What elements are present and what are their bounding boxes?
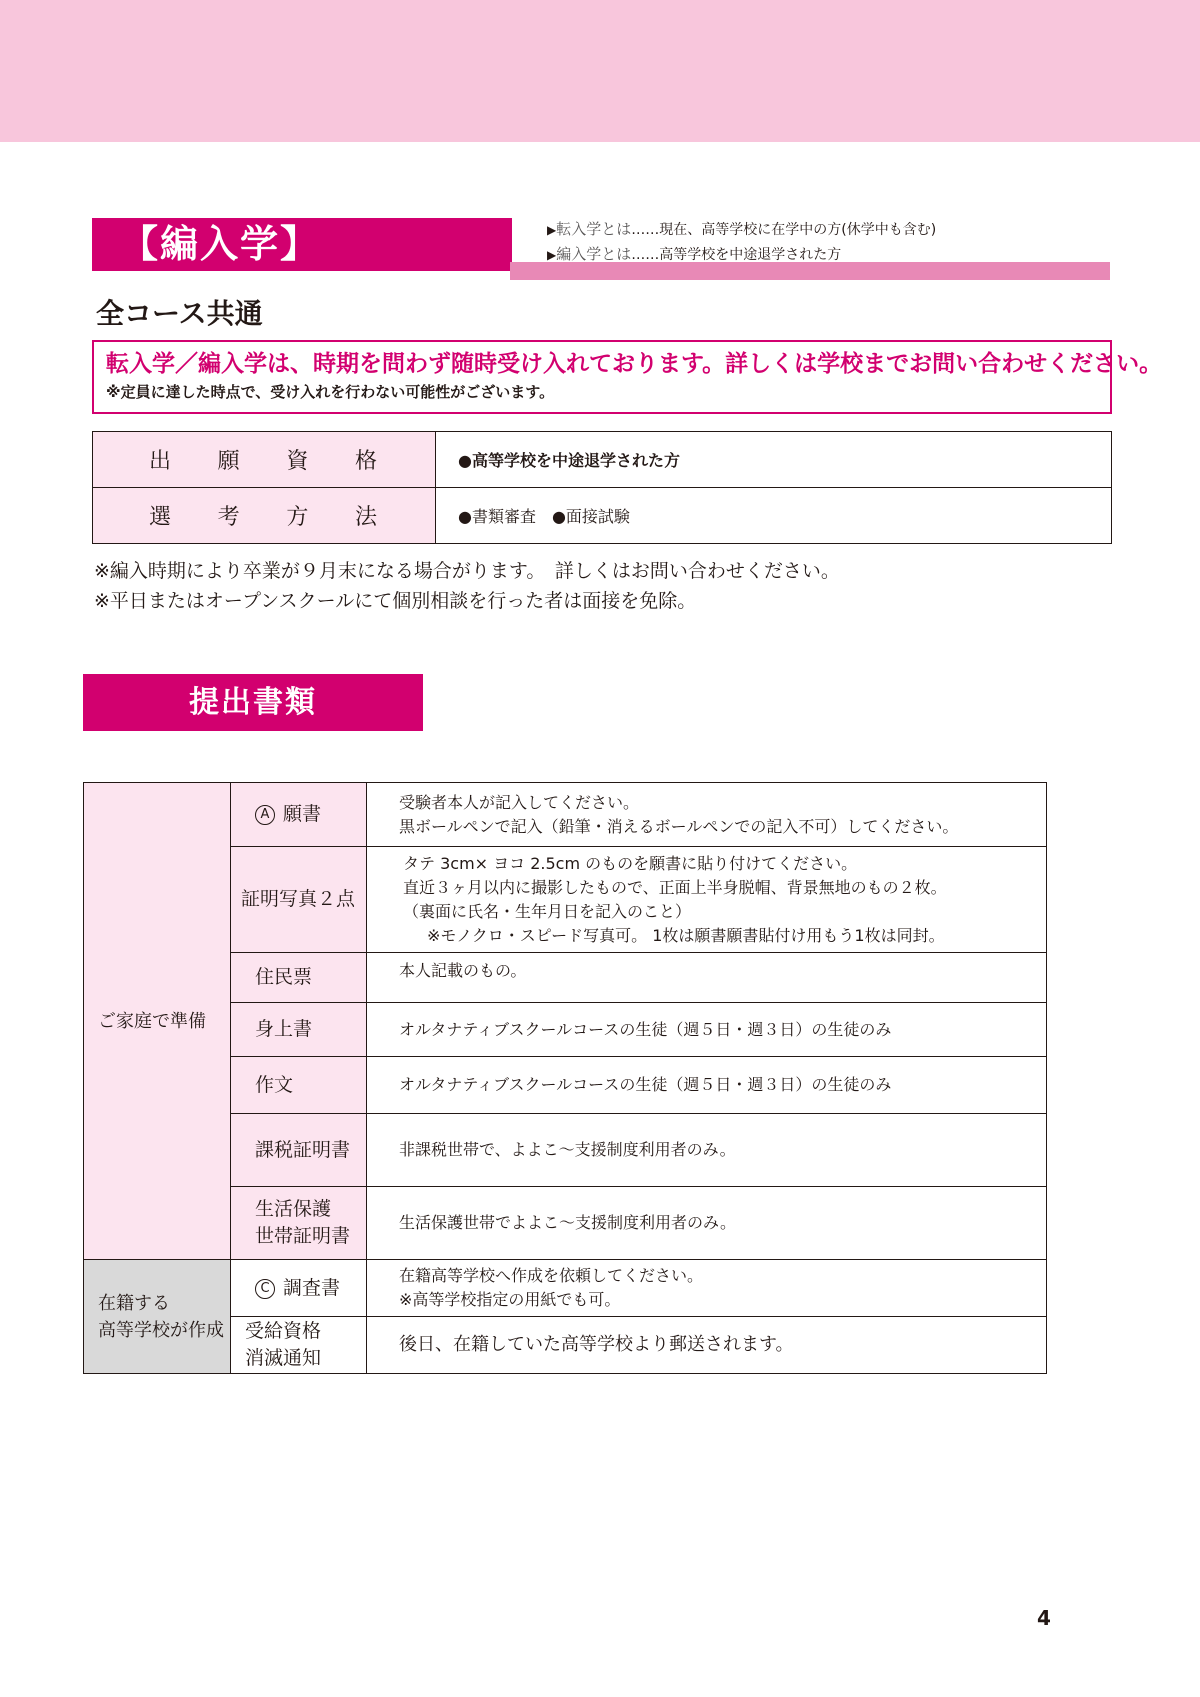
doc-desc: 在籍高等学校へ作成を依頼してください。 ※高等学校指定の用紙でも可。 xyxy=(367,1260,1047,1317)
definition-dots: …… xyxy=(631,247,660,263)
doc-desc: 後日、在籍していた高等学校より郵送されます。 xyxy=(367,1317,1047,1374)
header-band xyxy=(0,0,1200,142)
qualification-table xyxy=(92,431,1112,544)
note-line: ※編入時期により卒業が９月末になる場合がります。 詳しくはお問い合わせください。 xyxy=(94,560,840,582)
arrow-right-icon: ▶ xyxy=(547,248,557,262)
table-row xyxy=(93,432,1112,488)
definition-dots: …… xyxy=(631,222,660,238)
definition-transfer xyxy=(547,217,936,242)
table-row xyxy=(93,488,1112,544)
doc-desc: 受験者本人が記入してください。 黒ボールペンで記入（鉛筆・消えるボールペンでの記入不可）してください。 xyxy=(367,783,1047,847)
doc-name: 住民票 xyxy=(231,953,367,1003)
circled-c-icon: C xyxy=(255,1279,275,1299)
doc-name: 受給資格 消滅通知 xyxy=(231,1317,367,1374)
common-title: 全コース共通 xyxy=(96,297,263,330)
notice-box xyxy=(92,340,1163,414)
doc-name: C 調査書 xyxy=(231,1260,367,1317)
doc-desc: タテ 3cm× ヨコ 2.5cm のものを願書に貼り付けてください。 直近３ヶ月以内に撮影したもので、正面上半身脱帽、背景無地のもの２枚。 （裏面に氏名・生年月日を記入のこと） ※モノクロ・スピード写真可。 1枚は願書願書貼付け用もう1枚は同封。 xyxy=(367,847,1047,953)
definitions xyxy=(547,217,936,267)
table-row xyxy=(84,1260,1047,1317)
doc-name: 証明写真２点 xyxy=(231,847,367,953)
notes xyxy=(94,556,840,616)
definition-term: 転入学とは xyxy=(556,220,632,238)
definition-reentry xyxy=(547,242,936,267)
definition-text: 現在、高等学校に在学中の方(休学中も含む) xyxy=(659,222,937,238)
doc-desc: オルタナティブスクールコースの生徒（週５日・週３日）の生徒のみ xyxy=(367,1057,1047,1114)
documents-title: 提出書類 xyxy=(83,674,423,731)
table-row xyxy=(84,783,1047,847)
doc-desc: 生活保護世帯でよよこ〜支援制度利用者のみ。 xyxy=(367,1187,1047,1260)
section-title: 【編入学】 xyxy=(92,218,512,271)
qualification-value: ●高等学校を中途退学された方 xyxy=(436,432,1112,488)
doc-name: 課税証明書 xyxy=(231,1114,367,1187)
doc-desc: 非課税世帯で、よよこ〜支援制度利用者のみ。 xyxy=(367,1114,1047,1187)
selection-value: ●書類審査 ●面接試験 xyxy=(436,488,1112,544)
doc-name: 生活保護 世帯証明書 xyxy=(231,1187,367,1260)
page-number: 4 xyxy=(1037,1606,1051,1630)
selection-label: 選考方法 xyxy=(93,488,436,544)
notice-main: 転入学／編入学は、時期を問わず随時受け入れております。詳しくは学校までお問い合わせください。 xyxy=(106,351,1163,377)
notice-sub: ※定員に達した時点で、受け入れを行わない可能性がございます。 xyxy=(106,383,555,401)
doc-name: 身上書 xyxy=(231,1003,367,1057)
doc-desc: オルタナティブスクールコースの生徒（週５日・週３日）の生徒のみ xyxy=(367,1003,1047,1057)
qualification-label: 出願資格 xyxy=(93,432,436,488)
documents-table xyxy=(83,782,1047,1374)
definition-text: 高等学校を中途退学された方 xyxy=(659,247,842,263)
doc-name: A 願書 xyxy=(231,783,367,847)
category-school: 在籍する 高等学校が作成 xyxy=(84,1260,231,1374)
arrow-right-icon: ▶ xyxy=(547,223,557,237)
circled-a-icon: A xyxy=(255,805,275,825)
definition-term: 編入学とは xyxy=(556,245,632,263)
doc-desc: 本人記載のもの。 xyxy=(367,953,1047,1003)
note-line: ※平日またはオープンスクールにて個別相談を行った者は面接を免除。 xyxy=(94,590,697,612)
category-home: ご家庭で準備 xyxy=(84,783,231,1260)
doc-name: 作文 xyxy=(231,1057,367,1114)
